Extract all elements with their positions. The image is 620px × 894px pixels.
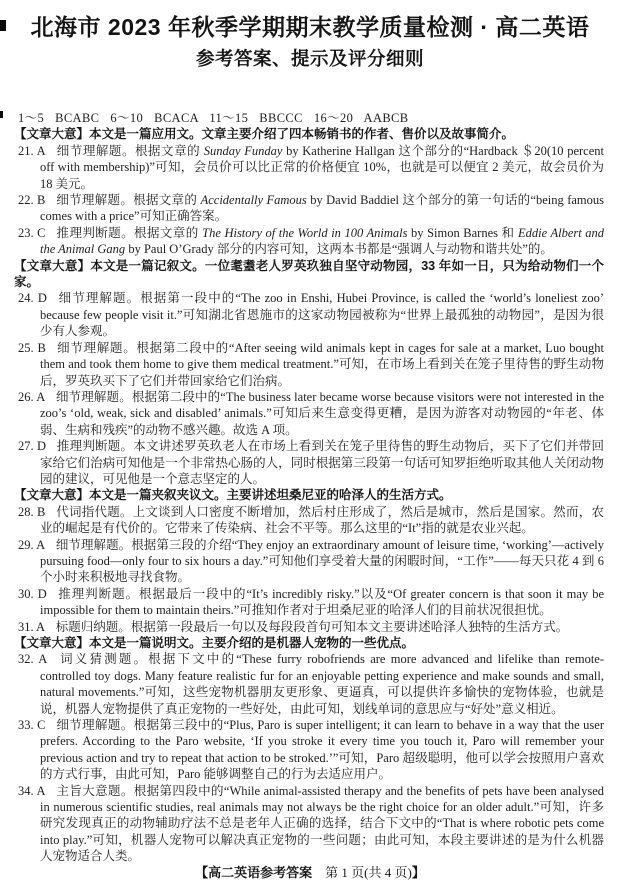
explanation-text: by Paul O’Grady 部分的内容可知，这两本书都是“强调人与动物和谐共处”的。 bbox=[125, 242, 553, 257]
answer-item-28 bbox=[18, 504, 604, 537]
answer-item-33 bbox=[18, 717, 604, 783]
explanation-text: 标题归纳题。根据第一段最后一句以及每段段首句可知本文主要讲述哈泽人独特的生活方式。 bbox=[55, 619, 569, 634]
book-title-italic: Accidentally Famous bbox=[200, 193, 307, 208]
answer-item-29 bbox=[18, 537, 604, 586]
explanation-text: 细节理解题。根据文章的 bbox=[56, 193, 201, 208]
item-number: 32. A bbox=[18, 652, 48, 667]
page-footer bbox=[0, 862, 620, 881]
item-number: 34. A bbox=[18, 783, 46, 798]
answer-item-22 bbox=[18, 192, 604, 225]
item-number: 24. D bbox=[18, 291, 47, 306]
item-number: 29. A bbox=[18, 537, 46, 552]
answer-item-34 bbox=[18, 783, 604, 865]
item-number: 21. A bbox=[18, 143, 46, 158]
answer-item-27 bbox=[18, 438, 604, 487]
footer-close-bracket: 】 bbox=[411, 865, 425, 880]
explanation-text: 细节理解题。根据第一段中的“The zoo in Enshi, Hubei Province, is called the ‘world’s loneliest zoo’ because few people visit it.”可知湖北省恩施市的这家动物园被称为“世界上最孤独的动物园”，是因为很少有人参观。 bbox=[40, 291, 605, 339]
explanation-text: by Katherine Hallgan 这个部分的“Hardback ＄20(10 percent off with membership)”可知，会员价可以比正常的价格便宜 10%，也就是可以便宜 2 美元，故会员价为 18 美元。 bbox=[40, 143, 604, 191]
item-number: 23. C bbox=[18, 225, 46, 240]
passage-summary: 【文章大意】本文是一篇说明文。主要介绍的是机器人宠物的一些优点。 bbox=[14, 636, 415, 650]
explanation-text: 细节理解题。根据第二段中的“After seeing wild animals kept in cages for sale at a market, Luo bought them and took them home to give them medical treatment.”可知，在市场上看到关在笼子里待售的野生动物后，罗英玖买下了它们并带回家给它们治病。 bbox=[40, 340, 604, 388]
footer-doc-label: 【高二英语参考答案 bbox=[195, 865, 313, 880]
passage-summary: 【文章大意】本文是一篇记叙文。一位耄耋老人罗英玖独自坚守动物园，33 年如一日，只为给动物们一个家。 bbox=[14, 258, 604, 290]
book-title-italic: Eddie Albert and the Animal Gang bbox=[40, 225, 604, 257]
passage-summary: 【文章大意】本文是一篇夹叙夹议文。主要讲述坦桑尼亚的哈泽人的生活方式。 bbox=[14, 488, 452, 503]
answer-item-30 bbox=[18, 586, 604, 619]
book-title-italic: The History of the World in 100 Animals bbox=[202, 225, 408, 240]
answer-item-21 bbox=[18, 143, 604, 192]
explanation-text: 推理判断题。本文讲述罗英玖老人在市场上看到关在笼子里待售的野生动物后，买下了它们并带回家给它们治病可知他是一个非常热心肠的人，同时根据第三段第一句话可知罗拒绝听取其他人关闭动物园的建议，可见他是一个意志坚定的人。 bbox=[40, 439, 604, 486]
answer-item-31 bbox=[18, 619, 604, 635]
explanation-text: 细节理解题。根据第二段中的“The business later became worse because visitors were not interested in the zoo’s ‘old, weak, sick and disabled’ animals.”可知后来生意变得更糟，是因为游客对动物园的“年老、体弱、生病和残疾”的动物不感兴趣。故选 A 项。 bbox=[40, 389, 604, 437]
item-number: 30. D bbox=[18, 586, 47, 601]
footer-page-number: 第 1 页(共 4 页) bbox=[312, 865, 412, 880]
item-number: 26. A bbox=[18, 389, 46, 404]
explanation-text: by Simon Barnes 和 bbox=[407, 225, 518, 240]
book-title-italic: Sunday Funday bbox=[203, 143, 283, 158]
item-number: 22. B bbox=[18, 193, 46, 208]
answer-item-23 bbox=[18, 225, 604, 258]
item-number: 31. A bbox=[18, 619, 46, 634]
document-page bbox=[0, 13, 620, 894]
explanation-text: 主旨大意题。根据第四段中的“While animal-assisted therapy and the benefits of pets have been analysed in numerous scientific studies, real animals may not always be the right choice for an older adult.”可知，许多研究发现真正的动物辅助疗法不总是老年人正确的选择，结合下文中的“That is where robotic pets come into play.”可知，机器人宠物可以解决真正宠物的一些问题；由此可知，本段主要讲述的是为什么机器人宠物适合人类。 bbox=[40, 783, 604, 864]
explanation-text: 推理判断题。根据最后一段中的“It’s incredibly risky.”以及“Of greater concern is that soon it may be impossible for them to maintain theirs.”可推知作者对于坦桑尼亚的哈泽人们的目前状况很担忧。 bbox=[40, 586, 605, 618]
explanation-text: by David Baddiel 这个部分的第一句话的“being famous comes with a price”可知正确答案。 bbox=[40, 193, 604, 224]
item-number: 27. D bbox=[18, 439, 47, 454]
scan-artifact-top bbox=[0, 20, 6, 31]
item-number: 28. B bbox=[18, 504, 46, 519]
explanation-text: 词义猜测题。根据下文中的“These furry robofriends are more advanced and lifelike than remote-controlled toy dogs. Many feature realistic fur for an enjoyable petting experience and make sounds and small, natural movements.”可知，这些宠物机器朋友更形象、更逼真，可以提供许多愉快的宠物体验，也就是说，机器人宠物提供了真正宠物的一些好处，由此可知，划线单词的意思应与“好处”意义相近。 bbox=[40, 652, 604, 716]
item-number: 33. C bbox=[18, 718, 46, 733]
answer-body bbox=[14, 110, 605, 865]
answer-item-25 bbox=[18, 340, 604, 389]
explanation-text: 代词指代题。上文谈到人口密度不断增加，然后村庄形成了，然后是城市，然后是国家。然而，农业的崛起是有代价的。它带来了传染病、社会不平等。那么这里的“It”指的就是农业兴起。 bbox=[40, 504, 604, 536]
answer-item-24 bbox=[18, 290, 604, 339]
explanation-text: 细节理解题。根据文章的 bbox=[56, 143, 204, 158]
item-number: 25. B bbox=[18, 340, 46, 355]
explanation-text: 细节理解题。根据第三段的介绍“They enjoy an extraordinary amount of leisure time, ‘working’—actively pursuing food—only four to six hours a day.”可知他们享受着大量的闲暇时间，“工作”——每天只花 4 到 6 个小时来积极地寻找食物。 bbox=[40, 537, 604, 585]
scan-artifact-left bbox=[0, 111, 3, 118]
passage-summary: 【文章大意】本文是一篇应用文。文章主要介绍了四本畅销书的作者、售价以及故事简介。 bbox=[14, 127, 515, 142]
answer-item-26 bbox=[18, 389, 604, 438]
explanation-text: 推理判断题。根据文章的 bbox=[56, 225, 203, 240]
explanation-text: 细节理解题。根据第三段中的“Plus, Paro is super intelligent; it can learn to behave in a way that the user prefers. According to the Paro website, ‘If you stroke it every time you touch it, Paro will remember your previous action and try to repeat that action to be stroked.’”可知，Paro 超级聪明，他可以学会按照用户喜欢的方式行事，由此可知，Paro 能够调整自己的行为去适应用户。 bbox=[40, 718, 604, 782]
page-subtitle: 参考答案、提示及评分细则 bbox=[195, 48, 424, 69]
answer-key-line: 1～5 BCABC 6～10 BCACA 11～15 BBCCC 16～20 AABCB bbox=[18, 111, 409, 125]
page-title: 北海市 2023 年秋季学期期末教学质量检测 · 高二英语 bbox=[30, 14, 590, 40]
answer-item-32 bbox=[18, 651, 604, 717]
